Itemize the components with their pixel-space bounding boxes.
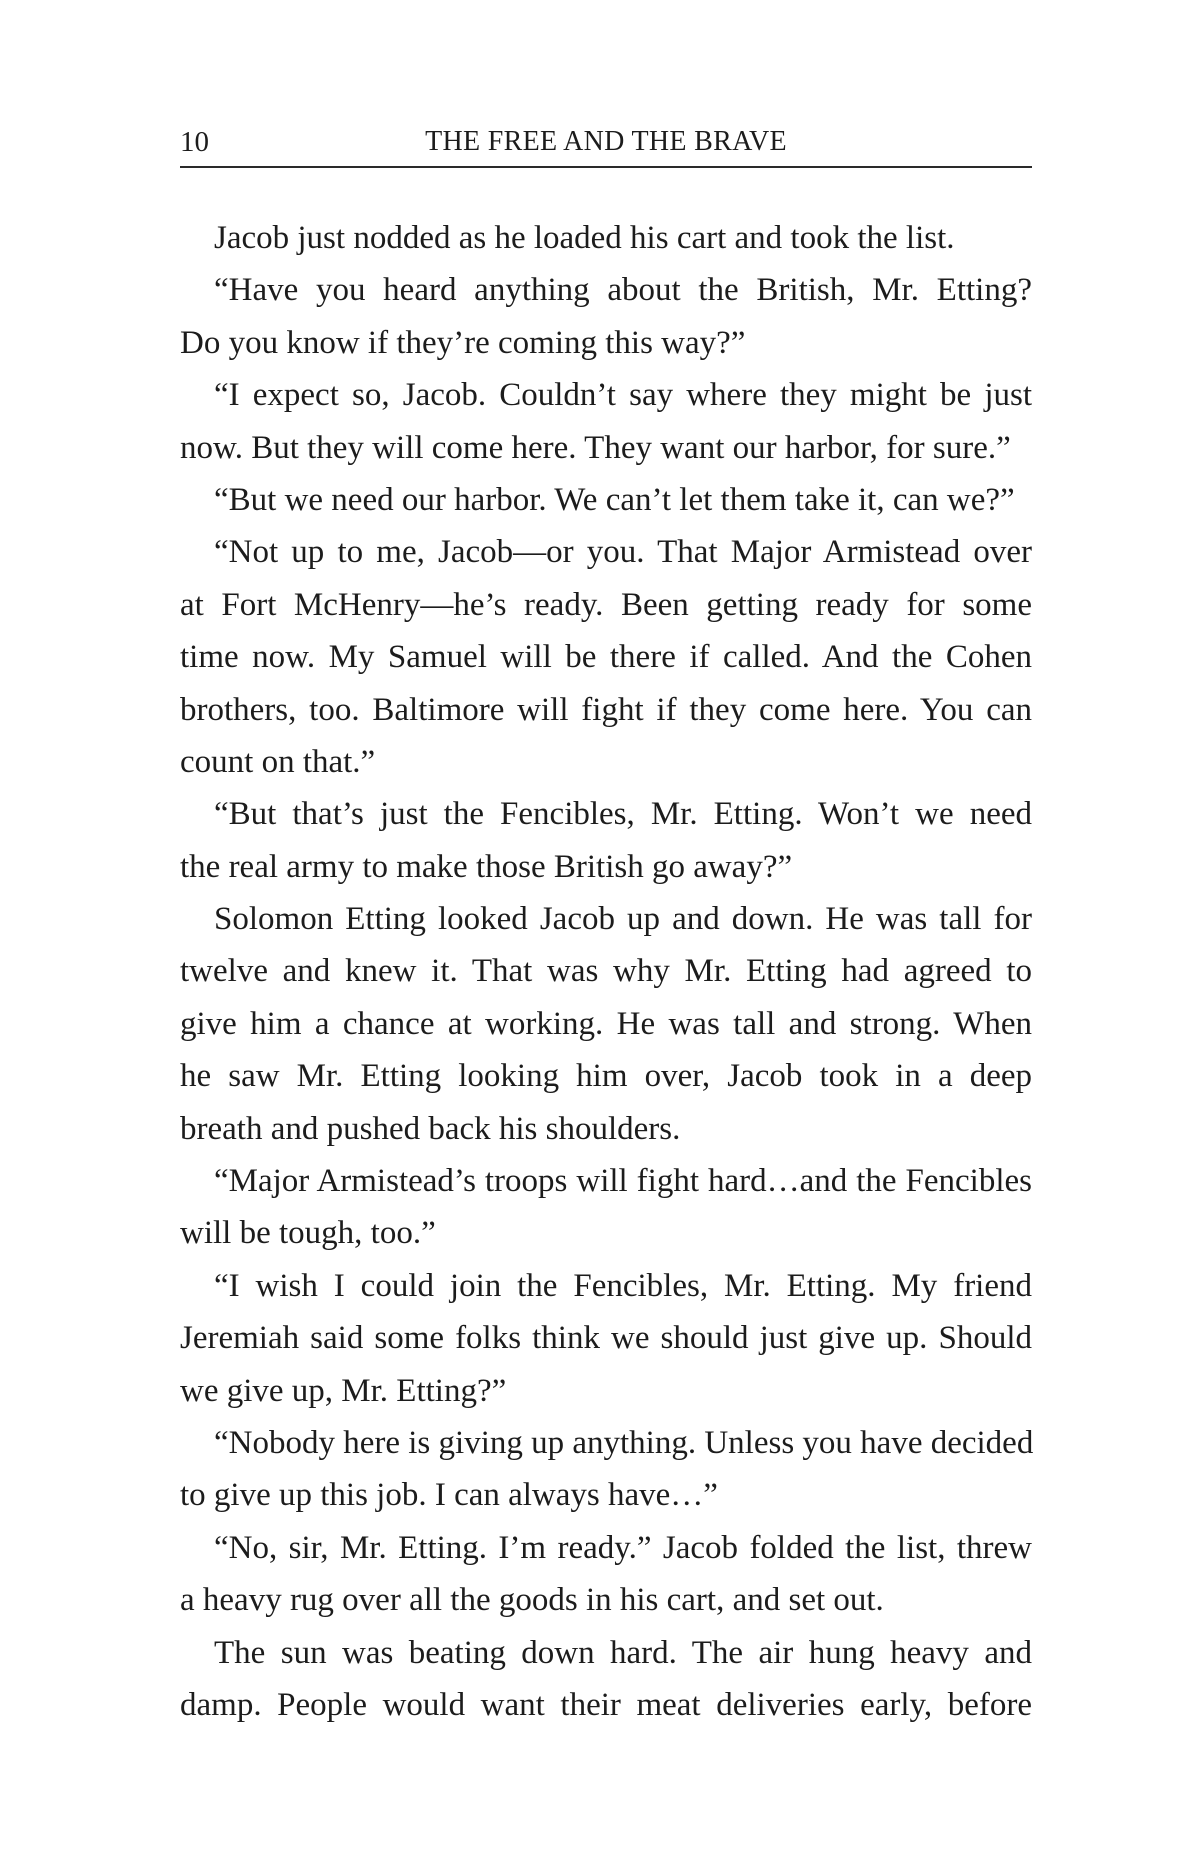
text-line: Jacob just nodded as he loaded his cart and took the list.: [214, 220, 955, 256]
text-line: we give up, Mr. Etting?”: [180, 1372, 507, 1409]
text-line: a heavy rug over all the goods in his cart, and set out.: [180, 1582, 884, 1619]
text-line: “No, sir, Mr. Etting. I’m ready.” Jacob folded the list, threw: [214, 1529, 1032, 1566]
text-line: damp. People would want their meat deliveries early, before: [180, 1686, 1032, 1723]
text-line: Do you know if they’re coming this way?”: [180, 324, 746, 361]
text-line: Solomon Etting looked Jacob up and down. He was tall for: [214, 901, 1032, 938]
page-header: [180, 122, 1032, 162]
text-line: “I expect so, Jacob. Couldn’t say where they might be just: [214, 377, 1032, 414]
text-line: “I wish I could join the Fencibles, Mr. Etting. My friend: [214, 1267, 1032, 1304]
text-line: Jeremiah said some folks think we should just give up. Should: [180, 1320, 1032, 1357]
text-line: The sun was beating down hard. The air hung heavy and: [214, 1634, 1032, 1671]
text-line: “But we need our harbor. We can’t let them take it, can we?”: [214, 481, 1015, 518]
header-rule: [180, 166, 1032, 168]
text-line: twelve and knew it. That was why Mr. Etting had agreed to: [180, 953, 1032, 990]
text-line: “Nobody here is giving up anything. Unless you have decided: [214, 1424, 1034, 1461]
text-line: “Not up to me, Jacob—or you. That Major Armistead over: [214, 534, 1032, 571]
running-head: THE FREE AND THE BRAVE: [425, 126, 787, 157]
text-line: count on that.”: [180, 743, 376, 780]
body-text: [180, 212, 1032, 1731]
text-line: brothers, too. Baltimore will fight if they come here. You can: [180, 691, 1032, 728]
text-line: “Have you heard anything about the British, Mr. Etting?: [214, 272, 1032, 309]
text-line: “Major Armistead’s troops will fight hard…and the Fencibles: [214, 1163, 1032, 1200]
text-line: will be tough, too.”: [180, 1215, 436, 1252]
text-line: time now. My Samuel will be there if called. And the Cohen: [180, 639, 1032, 676]
text-line: now. But they will come here. They want our harbor, for sure.”: [180, 429, 1011, 466]
text-line: at Fort McHenry—he’s ready. Been getting ready for some: [180, 586, 1032, 623]
text-line: to give up this job. I can always have…”: [180, 1477, 718, 1514]
text-line: “But that’s just the Fencibles, Mr. Etting. Won’t we need: [214, 796, 1032, 833]
text-line: give him a chance at working. He was tall and strong. When: [180, 1005, 1032, 1042]
text-line: breath and pushed back his shoulders.: [180, 1110, 681, 1147]
page-number: 10: [180, 126, 209, 158]
text-line: he saw Mr. Etting looking him over, Jacob took in a deep: [180, 1058, 1032, 1095]
text-line: the real army to make those British go away?”: [180, 848, 793, 885]
